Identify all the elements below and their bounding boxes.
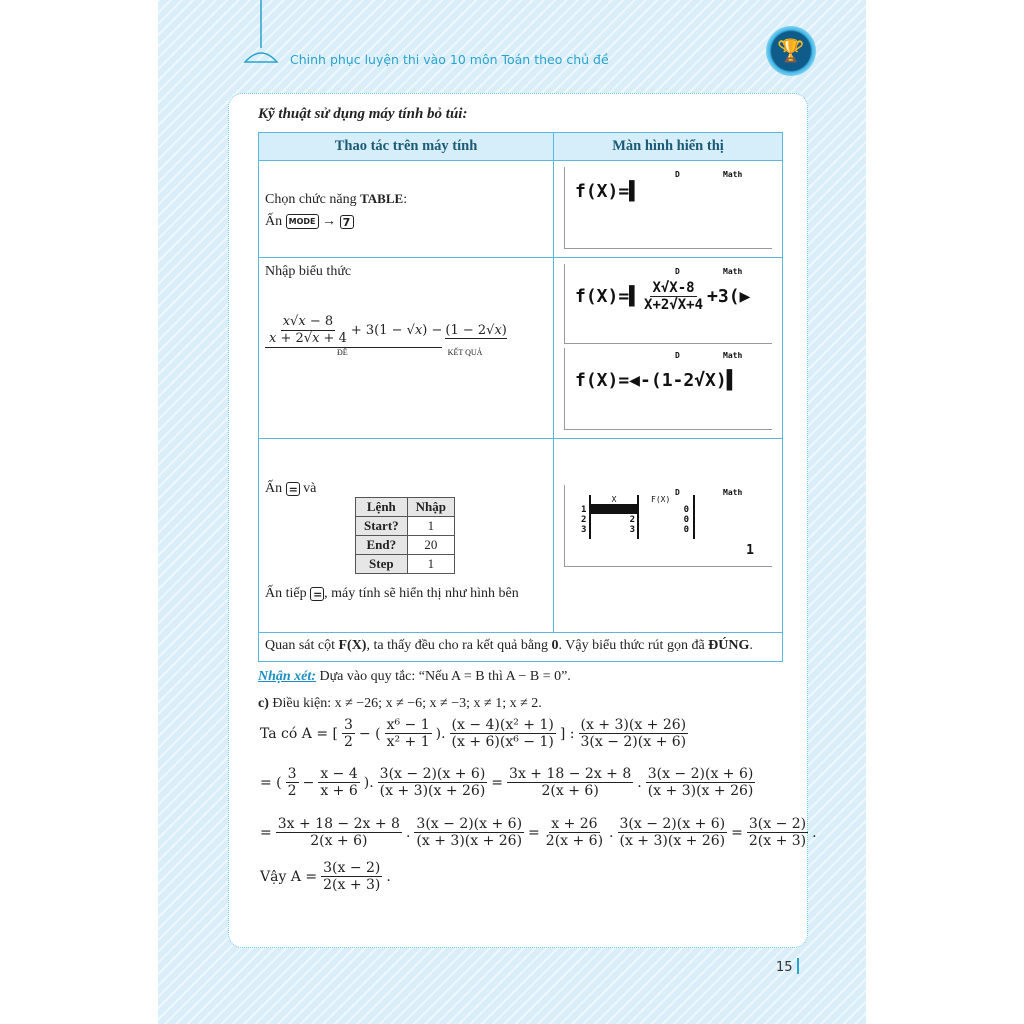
table-row: Chọn chức năng TABLE: Ấn MODE → 7 D Math f(X)=▌ xyxy=(259,161,783,258)
math-text: Ta có A = [ xyxy=(260,725,338,742)
math-text: . xyxy=(386,868,391,885)
fraction: $\frac{\text{(x − 4)(x² + 1)}}{\text{(x + 6)(x⁶ − 1)}}$ xyxy=(451,717,554,750)
expression: $\frac{x√x - 8}{x + 2√x + 4}$ + 3(1 − √ x ) − (1 − 2√x) xyxy=(265,314,547,348)
math-text: − ( xyxy=(358,725,381,742)
equation-line xyxy=(258,860,393,893)
page-number-bar xyxy=(797,958,799,974)
fraction: $\frac{\text{x⁶ − 1}}{\text{x² + 1}}$ xyxy=(386,717,430,750)
math-text: Vậy A = xyxy=(260,868,318,885)
fraction: $\frac{3x + 18 - 2x + 8}{2(x + 6)}$ xyxy=(509,766,632,799)
fraction: $\frac{x - 4}{x + 6}$ xyxy=(320,766,358,799)
equals-key: = xyxy=(286,482,300,496)
fraction: $\frac{3(x - 2)(x + 6)}{(x + 3)(x + 26)}$ xyxy=(619,816,726,849)
table-header: Màn hình hiển thị xyxy=(554,133,783,161)
math-text: ). xyxy=(363,774,374,791)
trophy-icon: 🏆 xyxy=(766,26,816,76)
remark: Nhận xét: Dựa vào quy tắc: “Nếu A = B thì A − B = 0”. xyxy=(258,669,571,684)
math-text: − xyxy=(302,774,315,791)
table-row: Ấn = và Lệnh Nhập Start? 1 End? 20 Step 1 Ấn tiếp = , máy tính sẽ hiển thị như hình bên D Math 1 2 3 X 1 2 3 F(X) 0 0 0 1 xyxy=(259,439,783,633)
table-row: Quan sát cột F(X), ta thấy đều cho ra kết quả bằng 0. Vậy biểu thức rút gọn đã ĐÚNG. xyxy=(259,633,783,662)
equals-key: = xyxy=(310,587,324,601)
calculator-screen: D Math f(X)=▌ xyxy=(564,167,772,249)
fraction: $\frac{3(x - 2)}{2(x + 3)}$ xyxy=(748,816,807,849)
math-text: . xyxy=(609,824,614,841)
header-title: Chinh phục luyện thi vào 10 môn Toán theo chủ đề xyxy=(290,52,609,67)
fraction: $\frac{3(x - 2)(x + 6)}{(x + 3)(x + 26)}$ xyxy=(416,816,523,849)
math-text: ] : xyxy=(559,725,575,742)
table-settings: Lệnh Nhập Start? 1 End? 20 Step 1 xyxy=(355,497,455,574)
equation-line xyxy=(258,717,690,750)
fraction: $\frac{3(x - 2)(x + 6)}{(x + 3)(x + 26)}$ xyxy=(647,766,754,799)
fraction: $\frac{(x + 3)(x + 26)}{3(x - 2)(x + 6)}$ xyxy=(580,717,687,750)
part-c-condition: c) Điều kiện: x ≠ −26; x ≠ −6; x ≠ −3; x ≠ 1; x ≠ 2. xyxy=(258,696,542,711)
math-text: ). xyxy=(435,725,446,742)
fraction: $\frac{x + 26}{2(x + 6)}$ xyxy=(545,816,604,849)
math-text: . xyxy=(812,824,817,841)
math-text: . xyxy=(405,824,411,841)
fraction: $\frac{3}{2}$ xyxy=(287,766,297,799)
fraction: $\frac{3x + 18 - 2x + 8}{2(x + 6)}$ xyxy=(277,816,400,849)
calculator-table xyxy=(258,132,783,662)
math-text: = ( xyxy=(260,774,282,791)
section-title: Kỹ thuật sử dụng máy tính bỏ túi: xyxy=(258,106,468,122)
math-text: = xyxy=(528,824,540,841)
math-text: . xyxy=(637,774,642,791)
math-text: = xyxy=(731,824,743,841)
table-header: Thao tác trên máy tính xyxy=(259,133,554,161)
lamp-icon xyxy=(242,0,280,70)
calculator-table-screen: D Math 1 2 3 X 1 2 3 F(X) 0 0 0 1 xyxy=(564,485,772,567)
fraction: $\frac{3(x - 2)}{2(x + 3)}$ xyxy=(323,860,381,893)
math-text: = xyxy=(491,774,504,791)
mode-key: MODE xyxy=(286,214,319,229)
fraction: $\frac{3(x - 2)(x + 6)}{(x + 3)(x + 26)}$ xyxy=(379,766,486,799)
page-number: 15 xyxy=(776,960,793,975)
math-text: = xyxy=(260,824,272,841)
table-row: Nhập biểu thức $\frac{x√x - 8}{x + 2√x + 4}$ + 3(1 − √ x ) − (1 − 2√x) ĐỀ KẾT QUẢ D Math f(X)=▌ $\frac{X√X-8}{X+2√X+4}$ +3(▶ D Math f(X)=◀-(1-2√X)▌ xyxy=(259,258,783,439)
calculator-screen: D Math f(X)=▌ $\frac{X√X-8}{X+2√X+4}$ +3(▶ xyxy=(564,264,772,344)
equation-line xyxy=(258,816,819,849)
calculator-screen: D Math f(X)=◀-(1-2√X)▌ xyxy=(564,348,772,430)
fraction: $\frac{3}{2}$ xyxy=(343,717,353,750)
equation-line xyxy=(258,766,757,799)
key-7: 7 xyxy=(340,215,354,229)
